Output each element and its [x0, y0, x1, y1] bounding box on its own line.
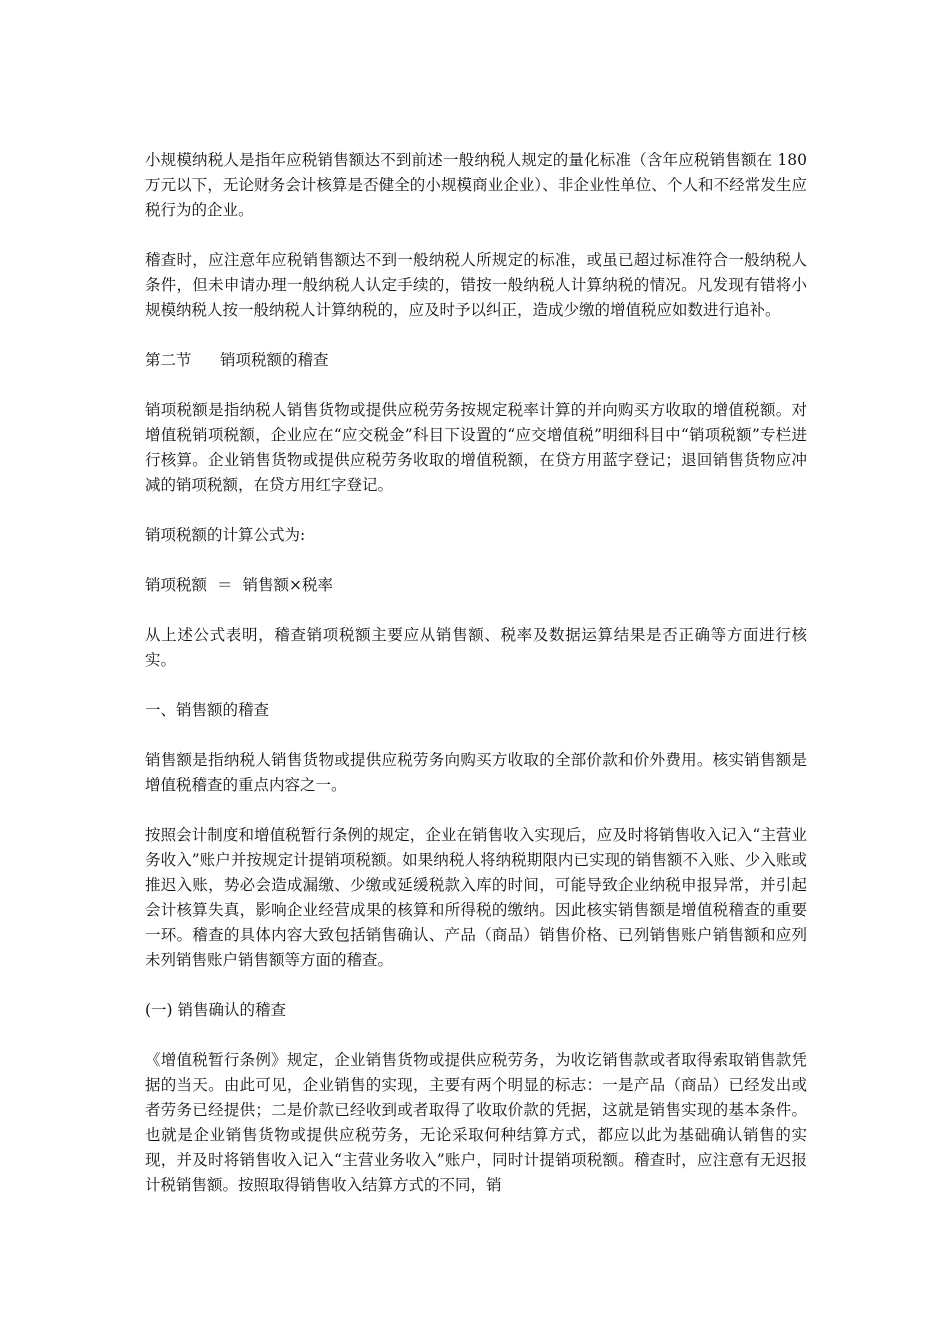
- paragraph-sales-definition: 销售额是指纳税人销售货物或提供应税劳务向购买方收取的全部价款和价外费用。核实销售额是增值税稽查的重点内容之一。: [145, 751, 807, 794]
- section-heading: [145, 348, 807, 373]
- section-number: 第二节: [145, 351, 192, 369]
- paragraph-audit-note: 稽查时，应注意年应税销售额达不到一般纳税人所规定的标准，或虽已超过标准符合一般纳税人条件，但未申请办理一般纳税人认定手续的，错按一般纳税人计算纳税的情况。凡发现有错将小规模纳税人按一般纳税人计算纳税的，应及时予以纠正，造成少缴的增值税应如数进行追补。: [145, 251, 807, 319]
- subheading-sales-audit: 一、销售额的稽查: [145, 701, 270, 719]
- formula-equals: ＝: [217, 576, 233, 594]
- document-page: [145, 148, 807, 1223]
- formula-intro: 销项税额的计算公式为:: [145, 526, 306, 544]
- paragraph-small-scale-taxpayer-definition: 小规模纳税人是指年应税销售额达不到前述一般纳税人规定的量化标准（含年应税销售额在 180 万元以下，无论财务会计核算是否健全的小规模商业企业）、非企业性单位、个人和不经常发生应税行为的企业。: [145, 151, 807, 219]
- paragraph-output-tax-definition: 销项税额是指纳税人销售货物或提供应税劳务按规定税率计算的并向购买方收取的增值税额。对增值税销项税额，企业应在“应交税金”科目下设置的“应交增值税”明细科目中“销项税额”专栏进行核算。企业销售货物或提供应税劳务收取的增值税额，在贷方用蓝字登记；退回销售货物应冲减的销项税额，在贷方用红字登记。: [145, 401, 807, 494]
- section-title: 销项税额的稽查: [220, 351, 329, 369]
- paragraph-formula-explanation: 从上述公式表明，稽查销项税额主要应从销售额、税率及数据运算结果是否正确等方面进行核实。: [145, 626, 807, 669]
- formula-left: 销项税额: [145, 576, 208, 594]
- paragraph-vat-regulations: 《增值税暂行条例》规定，企业销售货物或提供应税劳务，为收讫销售款或者取得索取销售款凭据的当天。由此可见，企业销售的实现，主要有两个明显的标志：一是产品（商品）已经发出或者劳务已经提供；二是价款已经收到或者取得了收取价款的凭据，这就是销售实现的基本条件。也就是企业销售货物或提供应税劳务，无论采取何种结算方式，都应以此为基础确认销售的实现，并及时将销售收入记入“主营业务收入”账户，同时计提销项税额。稽查时，应注意有无迟报计税销售额。按照取得销售收入结算方式的不同，销: [145, 1051, 807, 1194]
- formula-right: 销售额×税率: [242, 576, 334, 594]
- paragraph-accounting-rules: 按照会计制度和增值税暂行条例的规定，企业在销售收入实现后，应及时将销售收入记入“主营业务收入”账户并按规定计提销项税额。如果纳税人将纳税期限内已实现的销售额不入账、少入账或推迟入账，势必会造成漏缴、少缴或延缓税款入库的时间，可能导致企业纳税申报异常，并引起会计核算失真，影响企业经营成果的核算和所得税的缴纳。因此核实销售额是增值税稽查的重要一环。稽查的具体内容大致包括销售确认、产品（商品）销售价格、已列销售账户销售额和应列未列销售账户销售额等方面的稽查。: [145, 826, 807, 969]
- formula: [145, 573, 807, 598]
- subheading-sales-confirmation: (一) 销售确认的稽查: [145, 1001, 287, 1019]
